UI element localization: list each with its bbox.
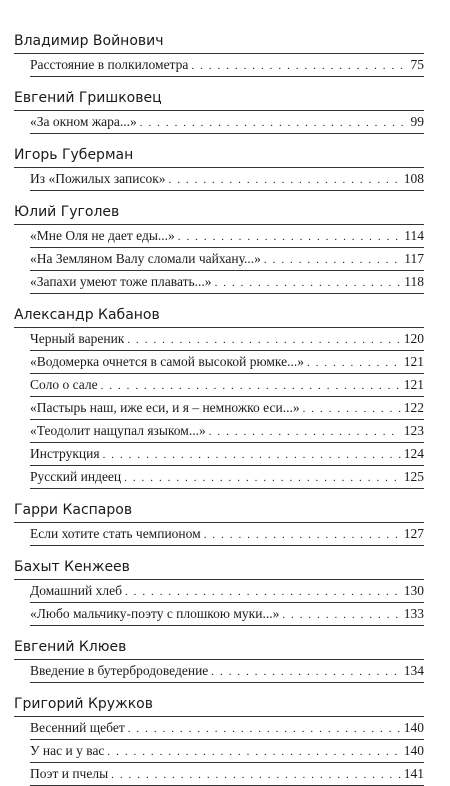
entry-title: У нас и у вас bbox=[30, 743, 105, 758]
dot-leader bbox=[169, 172, 401, 189]
page-number: 75 bbox=[410, 57, 424, 72]
page-number: 130 bbox=[403, 583, 424, 598]
toc-entry bbox=[30, 523, 424, 546]
page-number: 124 bbox=[403, 446, 424, 461]
entry-list bbox=[30, 111, 424, 134]
toc-entry bbox=[30, 271, 424, 294]
dot-leader bbox=[211, 664, 400, 681]
toc-entry bbox=[30, 225, 424, 248]
page-number: 122 bbox=[403, 400, 424, 415]
dot-leader bbox=[215, 275, 402, 292]
toc-section bbox=[14, 89, 424, 134]
toc-entry bbox=[30, 374, 424, 397]
dot-leader bbox=[101, 378, 401, 395]
dot-leader bbox=[303, 401, 401, 418]
author-name: Григорий Кружков bbox=[14, 695, 424, 717]
page-number: 121 bbox=[403, 377, 424, 392]
entry-list bbox=[30, 225, 424, 294]
page-number: 141 bbox=[403, 766, 424, 781]
dot-leader bbox=[127, 332, 400, 349]
toc-entry bbox=[30, 763, 424, 786]
page-number: 133 bbox=[403, 606, 424, 621]
dot-leader bbox=[103, 447, 401, 464]
entry-title: Расстояние в полкилометра bbox=[30, 57, 189, 72]
entry-title: «Пастырь наш, иже еси, и я – немножко еси...» bbox=[30, 400, 300, 415]
toc-entry bbox=[30, 466, 424, 489]
page-number: 114 bbox=[404, 228, 424, 243]
toc-section bbox=[14, 558, 424, 626]
toc-section bbox=[14, 306, 424, 489]
dot-leader bbox=[125, 584, 401, 601]
page-number: 140 bbox=[403, 743, 424, 758]
author-name: Евгений Гришковец bbox=[14, 89, 424, 111]
page-number: 127 bbox=[403, 526, 424, 541]
entry-title: Введение в бутербродоведение bbox=[30, 663, 209, 678]
toc-section bbox=[14, 695, 424, 786]
dot-leader bbox=[204, 527, 401, 544]
dot-leader bbox=[209, 424, 401, 441]
entry-list bbox=[30, 660, 424, 683]
entry-title: Если хотите стать чемпионом bbox=[30, 526, 201, 541]
author-name: Юлий Гуголев bbox=[14, 203, 424, 225]
entry-list bbox=[30, 580, 424, 626]
toc-section bbox=[14, 501, 424, 546]
toc-section bbox=[14, 203, 424, 294]
entry-title: «Запахи умеют тоже плавать...» bbox=[30, 274, 212, 289]
page-number: 117 bbox=[404, 251, 424, 266]
toc-section bbox=[14, 146, 424, 191]
dot-leader bbox=[264, 252, 401, 269]
toc-entry bbox=[30, 168, 424, 191]
page-number: 108 bbox=[403, 171, 424, 186]
dot-leader bbox=[191, 58, 407, 75]
dot-leader bbox=[128, 721, 401, 738]
entry-title: Домашний хлеб bbox=[30, 583, 122, 598]
dot-leader bbox=[140, 115, 408, 132]
entry-title: Инструкция bbox=[30, 446, 100, 461]
entry-title: Из «Пожилых записок» bbox=[30, 171, 166, 186]
author-name: Владимир Войнович bbox=[14, 32, 424, 54]
entry-title: Поэт и пчелы bbox=[30, 766, 109, 781]
entry-title: «На Земляном Валу сломали чайхану...» bbox=[30, 251, 261, 266]
entry-list bbox=[30, 717, 424, 786]
entry-title: Соло о сале bbox=[30, 377, 98, 392]
toc-entry bbox=[30, 397, 424, 420]
page-number: 125 bbox=[403, 469, 424, 484]
entry-list bbox=[30, 523, 424, 546]
toc-entry bbox=[30, 660, 424, 683]
entry-list bbox=[30, 168, 424, 191]
entry-list bbox=[30, 54, 424, 77]
table-of-contents bbox=[14, 32, 424, 786]
toc-entry bbox=[30, 420, 424, 443]
entry-title: «Водомерка очнется в самой высокой рюмке...» bbox=[30, 354, 305, 369]
entry-title: Черный вареник bbox=[30, 331, 125, 346]
dot-leader bbox=[107, 744, 400, 761]
toc-section bbox=[14, 32, 424, 77]
author-name: Гарри Каспаров bbox=[14, 501, 424, 523]
toc-entry bbox=[30, 740, 424, 763]
page-number: 134 bbox=[403, 663, 424, 678]
toc-entry bbox=[30, 443, 424, 466]
page-number: 118 bbox=[404, 274, 424, 289]
page-number: 99 bbox=[410, 114, 424, 129]
entry-title: «Мне Оля не дает еды...» bbox=[30, 228, 175, 243]
toc-entry bbox=[30, 54, 424, 77]
entry-title: Русский индеец bbox=[30, 469, 122, 484]
toc-entry bbox=[30, 580, 424, 603]
entry-title: «Теодолит нащупал языком...» bbox=[30, 423, 206, 438]
dot-leader bbox=[282, 607, 400, 624]
toc-entry bbox=[30, 603, 424, 626]
page-number: 140 bbox=[403, 720, 424, 735]
entry-title: «За окном жара...» bbox=[30, 114, 137, 129]
dot-leader bbox=[178, 229, 401, 246]
author-name: Бахыт Кенжеев bbox=[14, 558, 424, 580]
entry-title: Весенний щебет bbox=[30, 720, 125, 735]
author-name: Евгений Клюев bbox=[14, 638, 424, 660]
page-number: 121 bbox=[403, 354, 424, 369]
toc-entry bbox=[30, 351, 424, 374]
entry-list bbox=[30, 328, 424, 489]
toc-entry bbox=[30, 328, 424, 351]
author-name: Александр Кабанов bbox=[14, 306, 424, 328]
toc-entry bbox=[30, 717, 424, 740]
dot-leader bbox=[124, 470, 401, 487]
dot-leader bbox=[111, 767, 401, 784]
entry-title: «Любо мальчику-поэту с плошкою муки...» bbox=[30, 606, 280, 621]
toc-entry bbox=[30, 111, 424, 134]
author-name: Игорь Губерман bbox=[14, 146, 424, 168]
dot-leader bbox=[307, 355, 401, 372]
page-number: 120 bbox=[403, 331, 424, 346]
toc-entry bbox=[30, 248, 424, 271]
toc-section bbox=[14, 638, 424, 683]
page-number: 123 bbox=[403, 423, 424, 438]
